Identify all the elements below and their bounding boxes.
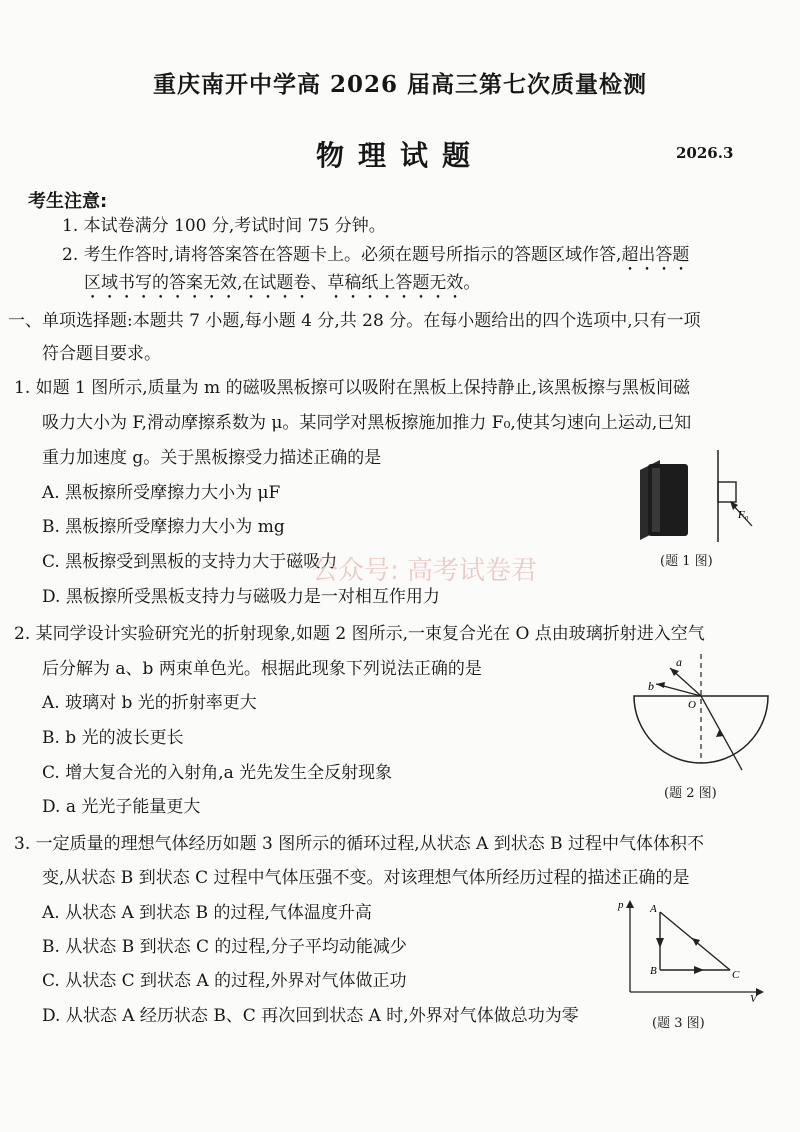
state-a-label: A — [650, 903, 657, 915]
q1-stem-line-1: 1. 如题 1 图所示,质量为 m 的磁吸黑板擦可以吸附在黑板上保持静止,该黑板擦与黑板间磁 — [14, 378, 690, 398]
section-1-title-cont: 符合题目要求。 — [42, 344, 161, 364]
notice-item-2-cont: 区域书写的答案无效,在试题卷、草稿纸上答题无效。 — [84, 273, 481, 293]
q1-option-d: D. 黑板擦所受黑板支持力与磁吸力是一对相互作用力 — [42, 587, 440, 607]
q2-figure — [626, 650, 776, 775]
exam-date: 2026.3 — [676, 144, 734, 162]
process-ab-arrow — [656, 938, 664, 948]
q3-option-d: D. 从状态 A 经历状态 B、C 再次回到状态 A 时,外界对气体做总功为零 — [42, 1006, 579, 1026]
state-c-label: C — [732, 969, 740, 981]
q2-option-a: A. 玻璃对 b 光的折射率更大 — [42, 693, 257, 713]
q3-option-c: C. 从状态 C 到状态 A 的过程,外界对气体做正功 — [42, 971, 407, 991]
eraser-highlight — [652, 468, 660, 532]
q1-stem-line-3: 重力加速度 g。关于黑板擦受力描述正确的是 — [42, 448, 382, 468]
q3-option-a: A. 从状态 A 到状态 B 的过程,气体温度升高 — [42, 903, 372, 923]
notice-item-1: 1. 本试卷满分 100 分,考试时间 75 分钟。 — [62, 216, 386, 236]
notice-item-2-emphasis: 超出答题 — [621, 245, 690, 265]
q2-stem-line-2: 后分解为 a、b 两束单色光。根据此现象下列说法正确的是 — [42, 659, 482, 679]
q1-option-c: C. 黑板擦受到黑板的支持力大于磁吸力 — [42, 552, 338, 572]
q2-option-b: B. b 光的波长更长 — [42, 728, 184, 748]
axis-p-label: p — [618, 899, 624, 911]
label-a: a — [676, 655, 682, 669]
q2-caption: (题 2 图) — [664, 786, 717, 801]
q3-stem-line-2: 变,从状态 B 到状态 C 过程中气体压强不变。对该理想气体所经历过程的描述正确的是 — [42, 868, 690, 888]
v-axis-arrow — [756, 988, 764, 996]
state-b-label: B — [650, 965, 657, 977]
q3-figure — [612, 896, 772, 1006]
label-o: O — [688, 699, 696, 711]
force-label: F₀ — [738, 509, 749, 521]
q1-stem-line-2: 吸力大小为 F,滑动摩擦系数为 μ。某同学对黑板擦施加推力 F₀,使其匀速向上运动,已知 — [42, 413, 692, 433]
eraser-block-diagram — [718, 482, 736, 502]
q3-caption: (题 3 图) — [652, 1016, 705, 1031]
label-b: b — [648, 679, 654, 693]
q1-caption: (题 1 图) — [660, 554, 713, 569]
q3-stem-line-1: 3. 一定质量的理想气体经历如题 3 图所示的循环过程,从状态 A 到状态 B 过程中气体体积不 — [14, 834, 705, 854]
q2-option-c: C. 增大复合光的入射角,a 光先发生全反射现象 — [42, 763, 393, 783]
q1-option-b: B. 黑板擦所受摩擦力大小为 mg — [42, 517, 285, 537]
q2-stem-line-1: 2. 某同学设计实验研究光的折射现象,如题 2 图所示,一束复合光在 O 点由玻璃折射进入空气 — [14, 624, 705, 644]
school-title: 重庆南开中学高 2026 届高三第七次质量检测 — [152, 71, 648, 98]
process-bc-arrow — [694, 966, 704, 974]
watermark: 公众号: 高考试卷君 — [312, 556, 538, 586]
axis-v-label: V — [750, 993, 757, 1005]
q3-option-b: B. 从状态 B 到状态 C 的过程,分子平均动能减少 — [42, 937, 407, 957]
section-1-title: 一、单项选择题:本题共 7 小题,每小题 4 分,共 28 分。在每小题给出的四个选项中,只有一项 — [8, 311, 701, 331]
subject-title: 物理试题 — [315, 139, 484, 172]
q1-option-a: A. 黑板擦所受摩擦力大小为 μF — [42, 483, 281, 503]
p-axis-arrow — [626, 900, 634, 908]
notice-heading: 考生注意: — [28, 191, 108, 212]
notice-item-2-text: 2. 考生作答时,请将答案答在答题卡上。必须在题号所指示的答题区域作答, — [62, 245, 622, 265]
q2-option-d: D. a 光光子能量更大 — [42, 797, 201, 817]
q1-figure — [626, 446, 766, 546]
